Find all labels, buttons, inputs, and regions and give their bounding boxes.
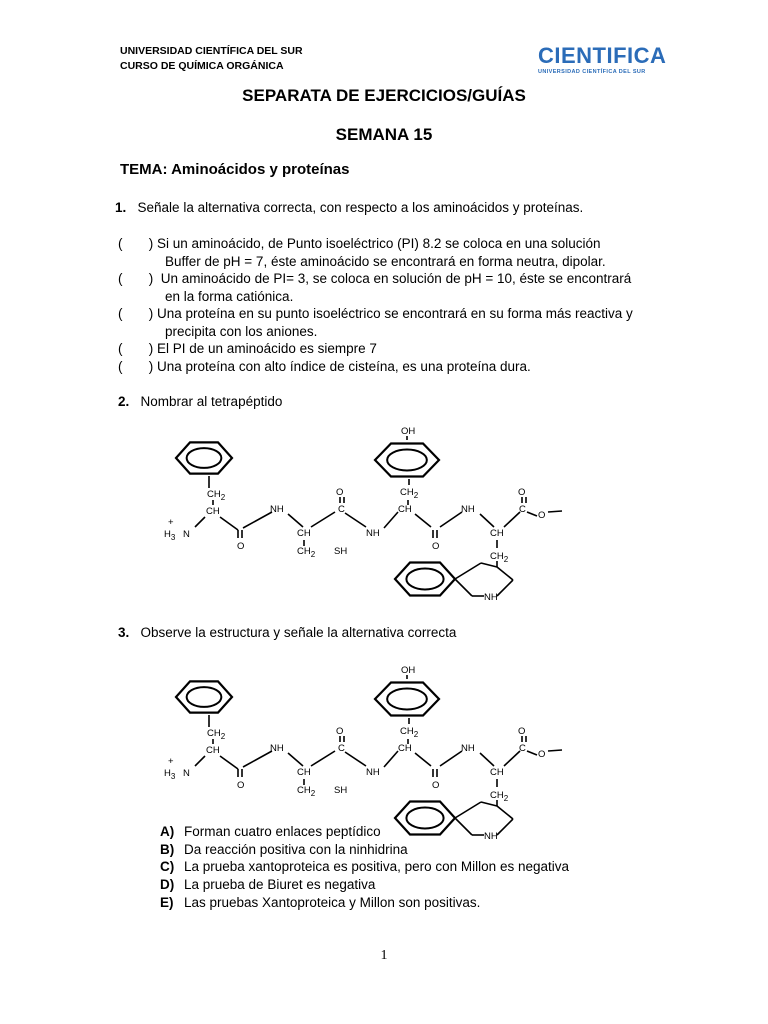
- bond-line: [527, 512, 537, 516]
- option-text-cont: en la forma catiónica.: [165, 288, 294, 304]
- option-text: Si un aminoácido, de Punto isoeléctrico (PI) 8.2 se coloca en una solución: [157, 236, 601, 251]
- indole-bond: [497, 580, 513, 596]
- nh-label: NH: [461, 504, 475, 515]
- document-title: SEPARATA DE EJERCICIOS/GUÍAS: [242, 86, 526, 105]
- ch2-label: $CH_2$: [400, 487, 419, 500]
- ch-label: CH: [490, 767, 504, 778]
- university-name: UNIVERSIDAD CIENTÍFICA DEL SUR: [120, 45, 303, 57]
- aromatic-circle: [406, 569, 443, 590]
- sh-label: SH: [334, 785, 348, 796]
- page-number: 1: [380, 948, 388, 963]
- phenyl-ring: [176, 681, 232, 712]
- question-number: 1.: [115, 200, 127, 215]
- o-minus-label: O: [538, 749, 546, 760]
- logo-text: CIENTIFICA: [538, 43, 667, 68]
- c-label: C: [519, 504, 526, 515]
- indole-bond: [455, 802, 481, 818]
- aromatic-circle: [187, 687, 222, 707]
- answer-text: La prueba xantoproteica es positiva, pero con Millon es negativa: [184, 859, 569, 875]
- tyrosine-ring: [375, 444, 439, 477]
- bond-line: [440, 751, 462, 766]
- nh-label: NH: [366, 767, 380, 778]
- bond-line: [288, 514, 303, 527]
- bond-line: [548, 750, 562, 751]
- ch-label: CH: [490, 528, 504, 539]
- question-text: Nombrar al tetrapéptido: [140, 394, 283, 409]
- bond-line: [243, 751, 272, 767]
- indole-bond: [455, 563, 481, 579]
- question-text: Observe la estructura y señale la alternativa correcta: [140, 625, 457, 640]
- nh-label: NH: [270, 743, 284, 754]
- indole-bond: [497, 567, 513, 580]
- option-bracket: ( ): [118, 306, 154, 321]
- answer-letter: D): [160, 877, 175, 893]
- ch2-label: $CH_2$: [297, 785, 316, 798]
- question-number: 3.: [118, 625, 130, 640]
- bond-line: [288, 753, 303, 766]
- answer-letter: C): [160, 859, 175, 875]
- option-text-cont: Buffer de pH = 7, éste aminoácido se encontrará en forma neutra, dipolar.: [165, 253, 606, 269]
- option-text: El PI de un aminoácido es siempre 7: [157, 341, 377, 356]
- plus-charge: +: [168, 756, 174, 767]
- indole-nh-label: NH: [484, 831, 498, 842]
- nh-label: NH: [366, 528, 380, 539]
- question-text: Señale la alternativa correcta, con respecto a los aminoácidos y proteínas.: [137, 200, 584, 215]
- tyrosine-ring: [375, 683, 439, 716]
- logo-subtext: UNIVERSIDAD CIENTÍFICA DEL SUR: [538, 69, 646, 75]
- aromatic-circle: [387, 689, 427, 710]
- bond-line: [220, 517, 238, 530]
- aromatic-circle: [187, 448, 222, 468]
- topic-heading: TEMA: Aminoácidos y proteínas: [120, 161, 350, 178]
- bond-line: [480, 753, 494, 766]
- indole-bond: [481, 802, 497, 806]
- carbonyl-o-label: O: [237, 541, 245, 552]
- bond-line: [504, 512, 520, 527]
- c-label: C: [519, 743, 526, 754]
- bond-line: [415, 753, 431, 766]
- bond-line: [195, 756, 205, 766]
- answer-item: [160, 823, 569, 841]
- answer-item: [160, 858, 569, 876]
- indole-nh-label: NH: [484, 592, 498, 603]
- bond-line: [220, 756, 238, 769]
- carbonyl-o-label: O: [518, 726, 526, 737]
- bond-line: [345, 752, 366, 766]
- aromatic-circle: [387, 450, 427, 471]
- tetrapeptide-drawing-q2: [164, 426, 562, 603]
- carbonyl-o-label: O: [518, 487, 526, 498]
- plus-charge: +: [168, 517, 174, 528]
- bond-line: [243, 512, 272, 528]
- sh-label: SH: [334, 546, 348, 557]
- bond-line: [384, 751, 398, 767]
- indole-bond: [481, 563, 497, 567]
- bond-line: [345, 513, 366, 527]
- carbonyl-o-label: O: [336, 487, 344, 498]
- ch-label: CH: [206, 745, 220, 756]
- ch-label: CH: [297, 767, 311, 778]
- answer-item: [160, 841, 569, 859]
- option-bracket: ( ): [118, 341, 154, 356]
- bond-line: [548, 511, 562, 512]
- ch2-label: $CH_2$: [490, 551, 509, 564]
- h3n-label: $H_3$: [164, 768, 176, 781]
- h3n-label: $H_3$: [164, 529, 176, 542]
- answer-letter: E): [160, 894, 174, 910]
- bond-line: [311, 512, 335, 527]
- c-label: C: [338, 743, 345, 754]
- carbonyl-o-label: O: [432, 780, 440, 791]
- option-text: Una proteína con alto índice de cisteína, es una proteína dura.: [157, 358, 531, 374]
- indole-benzene-ring: [395, 563, 455, 596]
- bond-line: [440, 512, 462, 527]
- ch2-label: $CH_2$: [490, 790, 509, 803]
- option-text-cont: precipita con los aniones.: [165, 323, 318, 339]
- answer-text: La prueba de Biuret es negativa: [184, 877, 376, 893]
- c-label: C: [338, 504, 345, 515]
- phenyl-ring: [176, 442, 232, 473]
- n-label: N: [183, 529, 190, 540]
- option-text: Un aminoácido de PI= 3, se coloca en solución de pH = 10, éste se encontrará: [157, 271, 632, 286]
- indole-bond: [497, 806, 513, 819]
- nh-label: NH: [461, 743, 475, 754]
- bond-line: [311, 751, 335, 766]
- ch-label: CH: [398, 743, 412, 754]
- oh-label: OH: [401, 426, 416, 437]
- option-text: Una proteína en su punto isoeléctrico se encontrará en su forma más reactiva y: [157, 306, 633, 321]
- n-label: N: [183, 768, 190, 779]
- ch2-label: $CH_2$: [297, 546, 316, 559]
- option-bracket: ( ): [118, 271, 154, 286]
- question-3: [118, 625, 456, 640]
- bond-line: [527, 751, 537, 755]
- bond-line: [384, 512, 398, 528]
- bond-line: [504, 751, 520, 766]
- ch2-label: $CH_2$: [400, 726, 419, 739]
- question-number: 2.: [118, 394, 130, 409]
- carbonyl-o-label: O: [432, 541, 440, 552]
- ch-label: CH: [297, 528, 311, 539]
- indole-bond: [455, 579, 472, 596]
- ch2-label: $CH_2$: [207, 489, 226, 502]
- bond-line: [195, 517, 205, 527]
- bond-line: [415, 514, 431, 527]
- answer-text: Da reacción positiva con la ninhidrina: [184, 841, 408, 857]
- q3-answers: [160, 823, 569, 912]
- option-bracket: ( ): [118, 358, 154, 374]
- course-name: CURSO DE QUÍMICA ORGÁNICA: [120, 60, 284, 72]
- ch-label: CH: [206, 506, 220, 517]
- ch-label: CH: [398, 504, 412, 515]
- bond-line: [480, 514, 494, 527]
- option-bracket: ( ): [118, 236, 154, 251]
- tetrapeptide-drawing-q3: [164, 665, 562, 842]
- nh-label: NH: [270, 504, 284, 515]
- answer-item: [160, 876, 569, 894]
- ch2-label: $CH_2$: [207, 728, 226, 741]
- answer-letter: B): [160, 841, 175, 857]
- o-minus-label: O: [538, 510, 546, 521]
- carbonyl-o-label: O: [336, 726, 344, 737]
- carbonyl-o-label: O: [237, 780, 245, 791]
- answer-text: Forman cuatro enlaces peptídico: [184, 824, 381, 839]
- oh-label: OH: [401, 665, 416, 676]
- week-title: SEMANA 15: [335, 125, 433, 144]
- answer-letter: A): [160, 824, 175, 839]
- answer-text: Las pruebas Xantoproteica y Millon son positivas.: [184, 894, 481, 910]
- answer-item: [160, 894, 569, 912]
